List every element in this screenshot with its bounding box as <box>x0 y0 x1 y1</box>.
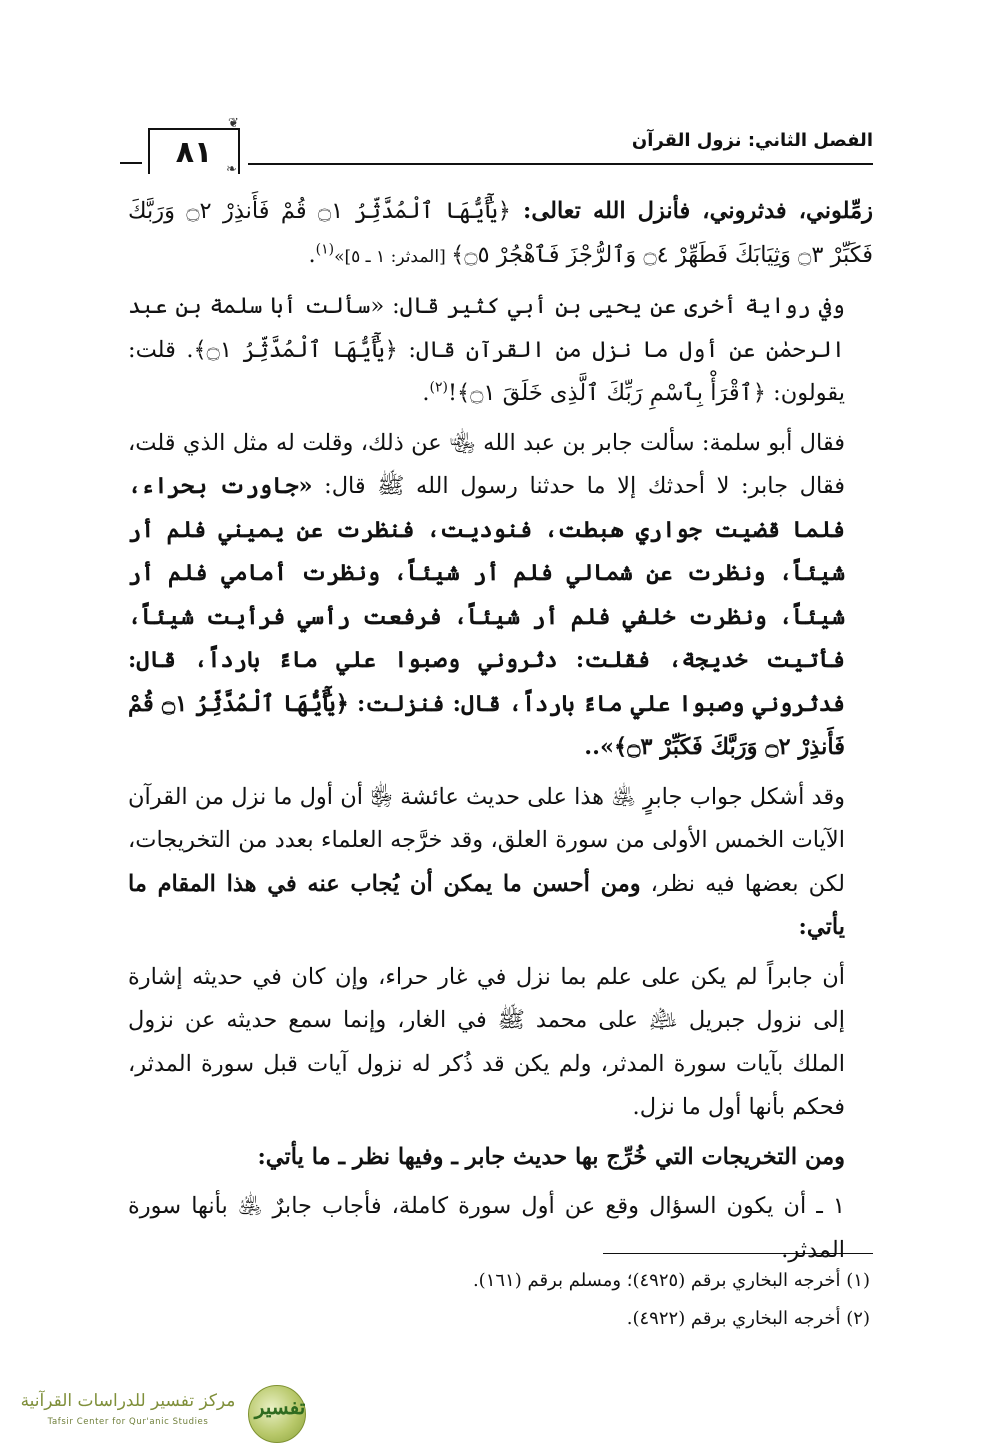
paragraph <box>128 776 873 950</box>
header-rule <box>248 163 873 165</box>
paragraph-text: وقد أشكل جواب جابرٍ ﵁ هذا على حديث عائشة ﵂ أن أول ما نزل من القرآن الآيات الخمس الأولى من سورة العلق، وقد خرَّجه العلماء بعدد من التخريجات، لكن بعضها فيه نظر، <box>128 783 845 897</box>
quran-verse: ﴿يَٰٓأَيُّهَا ٱلْمُدَّثِّرُ ۝١ قُمْ فَأَنذِرْ ۝٢ وَرَبَّكَ فَكَبِّرْ ۝٣ وَثِيَابَكَ فَطَهِّرْ ۝٤ وَٱلرُّجْزَ فَٱهْجُرْ ۝٥﴾ <box>128 198 873 268</box>
footnote: (١) أخرجه البخاري برقم (٤٩٢٥)؛ ومسلم برقم (١٦١). <box>472 1270 870 1291</box>
hadith-text: «جاورت بحراء، فلما قضيت جواري هبطت، فنوديت، فنظرت عن يميني فلم أر شيئاً، ونظرت عن شمالي فلم أر شيئاً، ونظرت أمامي فلم أر شيئاً، ونظرت خلفي فلم أر شيئاً، فرفعت رأسي فرأيت شيئاً، فأتيت خديجة، فقلت: دثروني وصبوا علي ماءً بارداً، قال: فدثروني وصبوا علي ماءً بارداً، قال: فنزلت: <box>128 473 845 717</box>
paragraph: فقال أبو سلمة: سألت جابر بن عبد الله ﵄ عن ذلك، وقلت له مثل الذي قلت، فقال جابر: لا أحدثك إلا ما حدثنا رسول الله ﷺ قال: «جاورت بحراء، فلما قضيت جواري هبطت، فنوديت، فنظرت عن يميني فلم أر شيئاً، ونظرت عن شمالي فلم أر شيئاً، ونظرت أمامي فلم أر شيئاً، ونظرت خلفي فلم أر شيئاً، فرفعت رأسي فرأيت شيئاً، فأتيت خديجة، فقلت: دثروني وصبوا علي ماءً بارداً، قال: فدثروني وصبوا علي ماءً بارداً، قال: فنزلت: ﴿يَٰٓأَيُّهَا ٱلْمُدَّثِّرُ ۝١ قُمْ فَأَنذِرْ ۝٢ وَرَبَّكَ فَكَبِّرْ ۝٣﴾».. <box>128 429 845 760</box>
verse-reference: [المدثر: ١ ـ ٥]» <box>334 246 452 267</box>
paragraph-text: فقال أبو سلمة: سألت جابر بن عبد الله ﵄ عن ذلك، وقلت له مثل الذي قلت، فقال جابر: لا أحدثك إلا ما حدثنا رسول الله ﷺ قال: <box>128 429 845 499</box>
footnote-marker[interactable]: (٢) <box>429 379 448 396</box>
paragraph-text: ١ ـ أن يكون السؤال وقع عن أول سورة كاملة، فأجاب جابرٌ ﵁ بأنها سورة المدثر. <box>128 1193 845 1263</box>
paragraph-text: وفي رواية أخرى عن يحيى بن أبي كثير قال: «سألت أبا سلمة بن عبد الرحمٰن عن أول ما نزل من القرآن قال: <box>128 293 845 363</box>
list-item <box>128 1185 873 1272</box>
page-number: ٨١ <box>175 134 213 170</box>
footnote-separator <box>603 1253 873 1254</box>
main-text <box>128 190 873 1278</box>
section-heading: ومن التخريجات التي خُرِّج بها حديث جابر ـ وفيها نظر ـ ما يأتي: <box>257 1143 845 1170</box>
logo-brand: تفسير <box>254 1395 306 1419</box>
corner-ornament-icon: ❧ <box>226 162 237 177</box>
quran-verse: ﴿يَٰٓأَيُّهَا ٱلْمُدَّثِّرُ ۝١﴾ <box>193 336 398 363</box>
paragraph: زمِّلوني، فدثروني، فأنزل الله تعالى: ﴿يَٰٓأَيُّهَا ٱلْمُدَّثِّرُ ۝١ قُمْ فَأَنذِرْ ۝٢ وَرَبَّكَ فَكَبِّرْ ۝٣ وَثِيَابَكَ فَطَهِّرْ ۝٤ وَٱلرُّجْزَ فَٱهْجُرْ ۝٥﴾ [المدثر: ١ ـ ٥]»$^{(١)}$. <box>128 198 873 268</box>
page-header <box>128 118 873 178</box>
paragraph-text: أن جابراً لم يكن على علم بما نزل في غار حراء، وإن كان في حديثه إشارة إلى نزول جبريل ﵇ على محمد ﷺ في الغار، وإنما سمع حديثه عن نزول الملك بآيات سورة المدثر، ولم يكن قد ذُكر له نزول آيات قبل سورة المدثر، فحكم بأنها أول ما نزل. <box>128 963 845 1120</box>
footnote: (٢) أخرجه البخاري برقم (٤٩٢٢). <box>626 1308 870 1329</box>
publisher-logo <box>10 1385 310 1445</box>
hadith-text: زمِّلوني، فدثروني، فأنزل الله تعالى: <box>511 198 873 224</box>
quran-verse: ﴿يَٰٓأَيُّهَا ٱلْمُدَّثِّرُ ۝١ قُمْ فَأَنذِرْ ۝٢ وَرَبَّكَ فَكَبِّرْ ۝٣﴾ <box>128 690 845 760</box>
logo-title: مركز تفسير للدراسات القرآنية <box>20 1391 236 1411</box>
emphasis-text: ومن أحسن ما يمكن أن يُجاب عنه في هذا المقام ما يأتي: <box>128 870 845 940</box>
footnotes <box>128 1262 870 1338</box>
quran-verse: ﴿ٱقْرَأْ بِٱسْمِ رَبِّكَ ٱلَّذِى خَلَقَ ۝١﴾ <box>457 380 766 406</box>
paragraph: وفي رواية أخرى عن يحيى بن أبي كثير قال: «سألت أبا سلمة بن عبد الرحمٰن عن أول ما نزل من القرآن قال: ﴿يَٰٓأَيُّهَا ٱلْمُدَّثِّرُ ۝١﴾. قلت: يقولون: ﴿ٱقْرَأْ بِٱسْمِ رَبِّكَ ٱلَّذِى خَلَقَ ۝١﴾!$^{(٢)}$. <box>128 293 845 406</box>
paragraph <box>128 956 873 1130</box>
running-title: الفصل الثاني: نزول القرآن <box>631 130 873 151</box>
footnote-marker[interactable]: (١) <box>315 241 335 257</box>
logo-subtitle: Tafsir Center for Qur'anic Studies <box>47 1417 209 1427</box>
corner-ornament-icon: ❦ <box>228 116 239 131</box>
header-dash <box>120 162 142 164</box>
